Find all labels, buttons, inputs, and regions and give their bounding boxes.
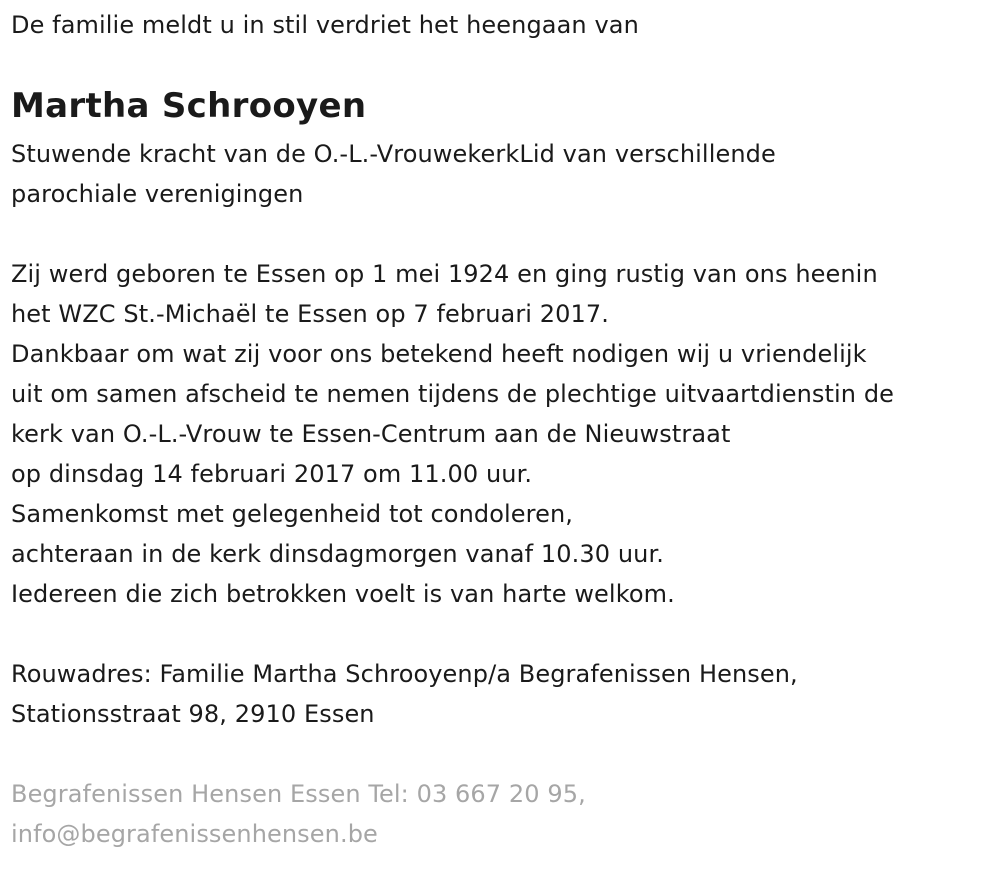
body-line: achteraan in de kerk dinsdagmorgen vanaf 10.30 uur. (11, 540, 664, 568)
body-line: het WZC St.-Michaël te Essen op 7 februari 2017. (11, 300, 609, 328)
footer-contact-line: Begrafenissen Hensen Essen Tel: 03 667 20 95, (11, 780, 586, 808)
body-line: Iedereen die zich betrokken voelt is van harte welkom. (11, 580, 675, 608)
deceased-name: Martha Schrooyen (11, 86, 367, 126)
subtitle-section (11, 134, 776, 214)
subtitle-line: Stuwende kracht van de O.-L.-VrouwekerkLid van verschillende (11, 140, 776, 168)
body-line: Dankbaar om wat zij voor ons betekend heeft nodigen wij u vriendelijk (11, 340, 867, 368)
body-section (11, 254, 894, 614)
footer-email: info@begrafenissenhensen.be (11, 820, 378, 848)
address-line: Stationsstraat 98, 2910 Essen (11, 700, 375, 728)
address-section (11, 654, 798, 734)
intro-section (11, 5, 639, 45)
body-line: kerk van O.-L.-Vrouw te Essen-Centrum aan de Nieuwstraat (11, 420, 731, 448)
body-line: op dinsdag 14 februari 2017 om 11.00 uur. (11, 460, 533, 488)
intro-text: De familie meldt u in stil verdriet het heengaan van (11, 11, 639, 39)
body-line: Samenkomst met gelegenheid tot condoleren, (11, 500, 574, 528)
body-line: uit om samen afscheid te nemen tijdens de plechtige uitvaartdienstin de (11, 380, 895, 408)
subtitle-line: parochiale verenigingen (11, 180, 304, 208)
address-line: Rouwadres: Familie Martha Schrooyenp/a Begrafenissen Hensen, (11, 660, 798, 688)
body-line: Zij werd geboren te Essen op 1 mei 1924 en ging rustig van ons heenin (11, 260, 878, 288)
footer-section (11, 774, 586, 854)
